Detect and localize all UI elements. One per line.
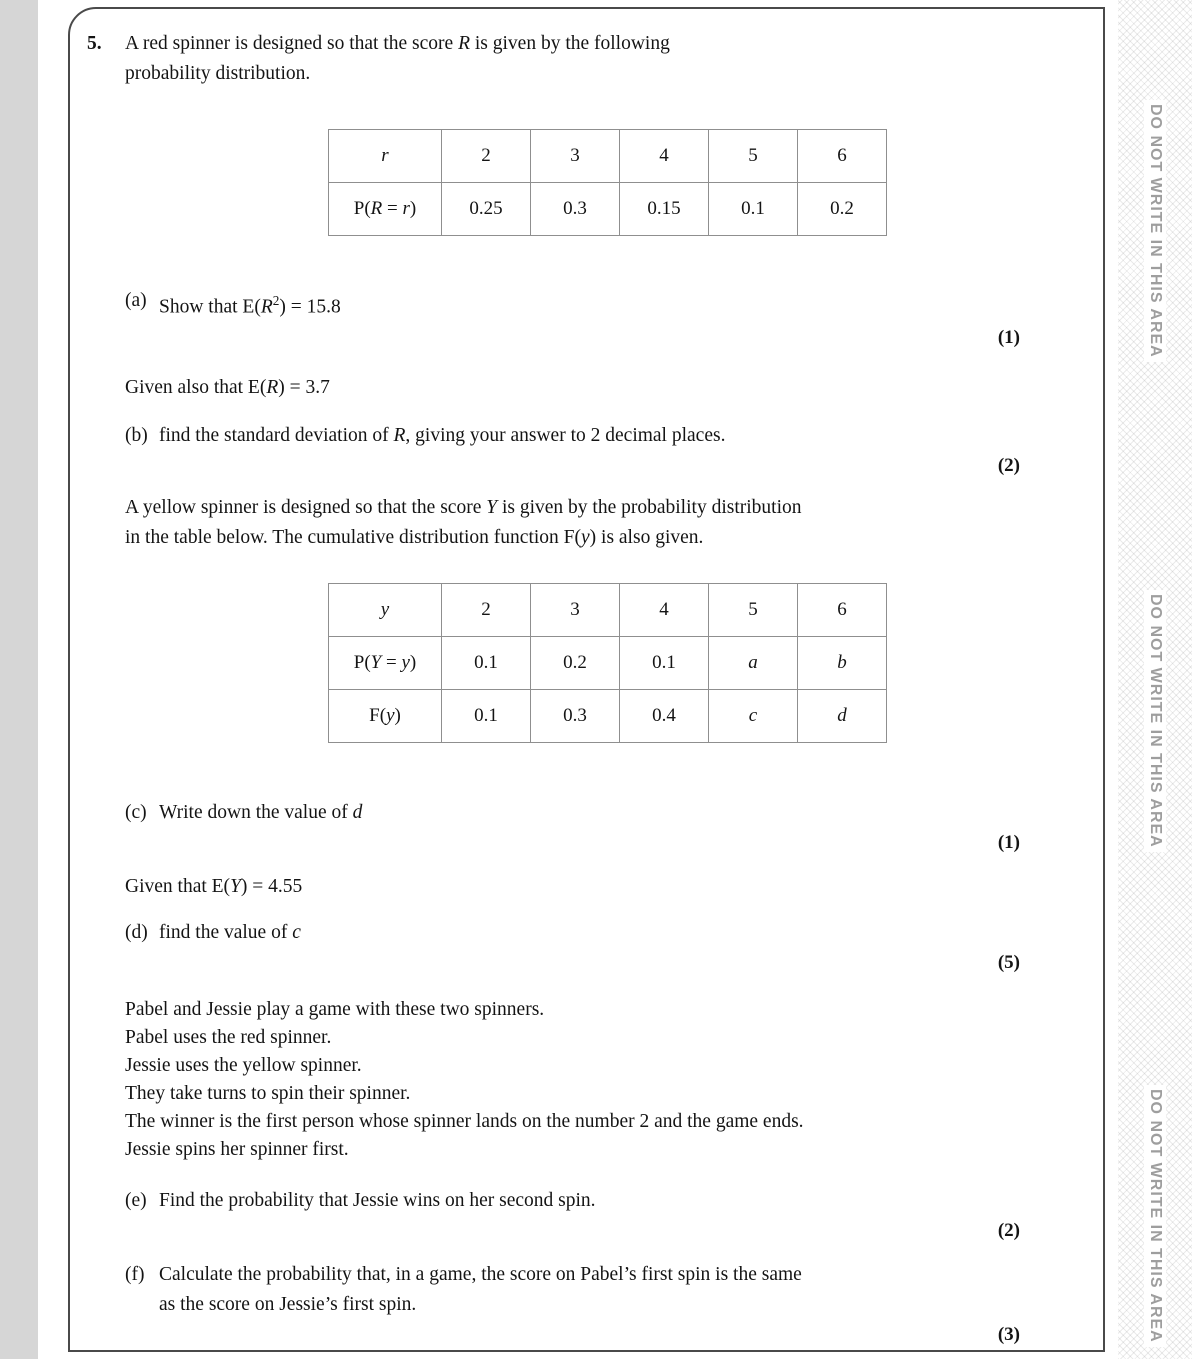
part-d-text [159, 918, 301, 948]
table-cell: 0.1 [442, 636, 531, 689]
yellow-text: is given by the probability distribution [497, 496, 802, 518]
cell-text: P( [353, 651, 371, 673]
cell-text: Y [370, 651, 382, 673]
table-cell: 0.1 [709, 183, 798, 236]
game-line: Jessie spins her spinner first. [125, 1138, 349, 1160]
part-a-text [159, 286, 341, 323]
game-line: Jessie uses the yellow spinner. [125, 1054, 362, 1076]
part-f [125, 1260, 1020, 1320]
cell-text: y [401, 651, 410, 673]
part-b-text: find the standard deviation of [159, 424, 394, 446]
table-cell: 0.1 [620, 636, 709, 689]
cell-text: y [386, 704, 395, 726]
yellow-text: A yellow spinner is designed so that the score [125, 496, 487, 518]
part-c-label: (c) [125, 801, 147, 823]
given-er [125, 373, 1020, 403]
table-cell [329, 636, 442, 689]
do-not-write-label: DO NOT WRITE IN THIS AREA [1144, 100, 1166, 362]
question-intro [87, 29, 1020, 89]
yellow-text: ) is also given. [589, 526, 704, 548]
cell-text: ) [394, 704, 401, 726]
intro-text: is given by the following [469, 33, 670, 54]
intro-line-2: probability distribution. [125, 63, 311, 84]
table-cell: 4 [620, 130, 709, 183]
var-y: y [581, 526, 590, 548]
table-cell: 5 [709, 130, 798, 183]
var-R: R [266, 376, 279, 398]
part-f-label: (f) [125, 1263, 145, 1285]
intro-line-1 [125, 29, 1020, 59]
part-c-text: Write down the value of [159, 801, 353, 823]
part-d-text: find the value of [159, 921, 293, 943]
marks-a: (1) [997, 326, 1020, 348]
part-a-label: (a) [125, 290, 147, 311]
part-b-text [159, 421, 725, 451]
cell-text: ) [409, 651, 417, 673]
part-f-line-2: as the score on Jessie’s first spin. [159, 1293, 417, 1315]
table-cell: 6 [798, 130, 887, 183]
cell-text: F( [369, 704, 387, 726]
cell-text: ) [409, 198, 417, 219]
cell-text: R [370, 198, 383, 219]
table-cell: r [329, 130, 442, 183]
table-cell: c [709, 689, 798, 742]
var-R: R [260, 296, 273, 318]
part-b [125, 421, 1020, 451]
left-margin-strip [0, 0, 38, 1359]
part-b-label: (b) [125, 424, 148, 446]
yellow-intro [125, 493, 1020, 553]
var-Y: Y [230, 875, 241, 897]
table-cell: 0.2 [798, 183, 887, 236]
table-cell: b [798, 636, 887, 689]
part-d [125, 918, 1020, 948]
part-c [125, 798, 1020, 828]
var-R: R [458, 33, 470, 54]
do-not-write-label: DO NOT WRITE IN THIS AREA [1144, 590, 1166, 852]
yellow-text: in the table below. The cumulative distribution function F( [125, 526, 581, 548]
cell-text: = [381, 651, 402, 673]
marks-e: (2) [997, 1219, 1020, 1241]
part-a-text: Show that E( [159, 296, 261, 318]
yellow-line-1 [125, 493, 1020, 523]
red-spinner-table [328, 129, 887, 236]
part-f-line-1: Calculate the probability that, in a game, the score on Pabel’s first spin is the same [159, 1263, 802, 1285]
table-row [329, 130, 887, 183]
part-c-text [159, 798, 362, 828]
part-a [125, 286, 1020, 323]
table-cell: 0.15 [620, 183, 709, 236]
intro-text: A red spinner is designed so that the score [125, 33, 459, 54]
yellow-spinner-table [328, 583, 887, 743]
table-row [329, 689, 887, 742]
cell-text: P( [353, 198, 371, 219]
table-cell: y [329, 583, 442, 636]
given-er-text: ) = 3.7 [278, 376, 330, 398]
game-line: They take turns to spin their spinner. [125, 1082, 411, 1104]
table-cell: 3 [531, 130, 620, 183]
table-cell: 3 [531, 583, 620, 636]
game-description [125, 996, 1020, 1164]
table-cell: d [798, 689, 887, 742]
table-cell: 5 [709, 583, 798, 636]
question-number: 5. [87, 33, 102, 54]
game-line: Pabel and Jessie play a game with these two spinners. [125, 998, 545, 1020]
table-cell: 0.2 [531, 636, 620, 689]
do-not-write-label: DO NOT WRITE IN THIS AREA [1144, 1085, 1166, 1347]
part-d-label: (d) [125, 921, 148, 943]
part-e-label: (e) [125, 1189, 147, 1211]
given-ey [125, 872, 1020, 902]
var-c: c [292, 921, 301, 943]
part-e-text: Find the probability that Jessie wins on her second spin. [159, 1189, 596, 1211]
marks-c: (1) [997, 831, 1020, 853]
marks-d: (5) [997, 951, 1020, 973]
part-f-text [159, 1260, 802, 1320]
superscript-2: 2 [272, 293, 280, 308]
given-ey-text: Given that E( [125, 875, 231, 897]
table-cell: 0.25 [442, 183, 531, 236]
table-cell: a [709, 636, 798, 689]
var-Y: Y [486, 496, 498, 518]
game-line: Pabel uses the red spinner. [125, 1026, 332, 1048]
table-row [329, 583, 887, 636]
marks-f: (3) [997, 1323, 1020, 1345]
table-row [329, 636, 887, 689]
do-not-write-strip [1118, 0, 1192, 1359]
part-e [125, 1186, 1020, 1216]
yellow-line-2 [125, 523, 1020, 553]
table-cell: 0.3 [531, 183, 620, 236]
table-cell [329, 689, 442, 742]
table-cell: 0.4 [620, 689, 709, 742]
var-R: R [393, 424, 406, 446]
table-cell: 2 [442, 583, 531, 636]
cell-text: = [382, 198, 403, 219]
game-line: The winner is the first person whose spinner lands on the number 2 and the game ends. [125, 1110, 804, 1132]
marks-b: (2) [997, 454, 1020, 476]
table-cell: 2 [442, 130, 531, 183]
table-cell: 6 [798, 583, 887, 636]
var-d: d [352, 801, 363, 823]
content-frame [68, 7, 1105, 1352]
part-a-text: ) = 15.8 [279, 296, 341, 318]
table-cell: 0.1 [442, 689, 531, 742]
table-cell: 0.3 [531, 689, 620, 742]
table-cell [329, 183, 442, 236]
given-er-text: Given also that E( [125, 376, 267, 398]
cell-text: r [402, 198, 410, 219]
table-cell: 4 [620, 583, 709, 636]
part-b-text: , giving your answer to 2 decimal places. [405, 424, 726, 446]
given-ey-text: ) = 4.55 [240, 875, 303, 897]
table-row [329, 183, 887, 236]
